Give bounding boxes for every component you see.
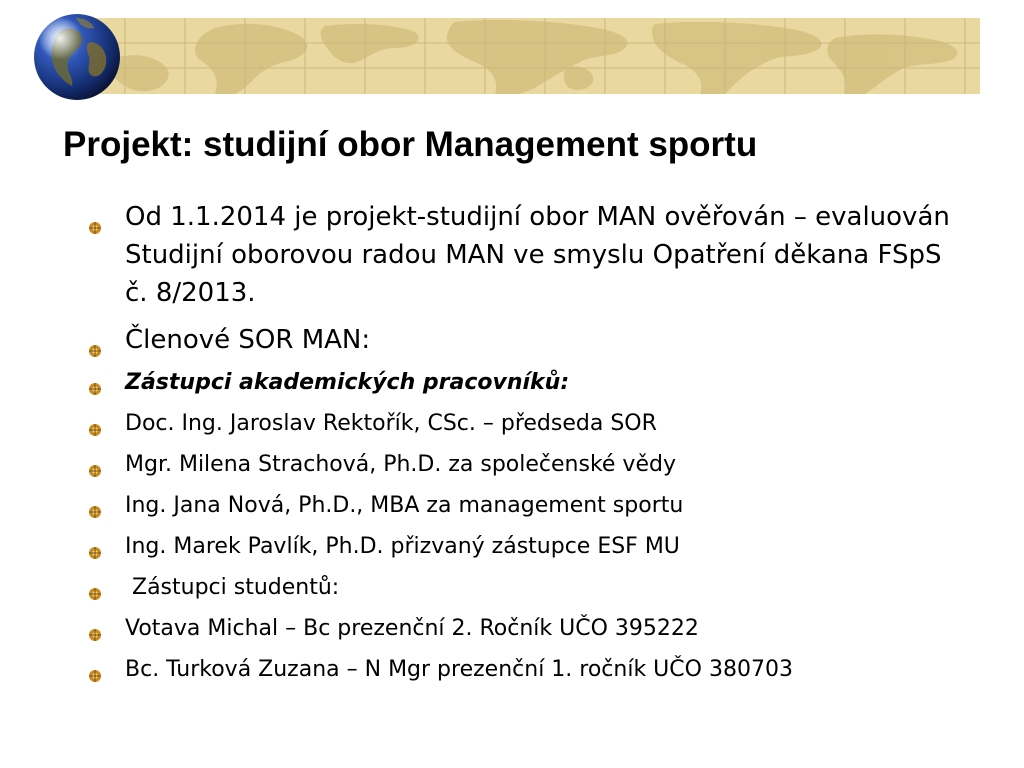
- bullet-item: [88, 450, 958, 480]
- bullet-marker-icon: [88, 539, 102, 553]
- bullet-marker-icon: [88, 662, 102, 676]
- bullet-text: Od 1.1.2014 je projekt-studijní obor MAN ověřován – evaluován Studijní oborovou radou MAN ve smyslu Opatření děkana FSpS č. 8/2013.: [125, 202, 959, 308]
- bullet-item: [88, 198, 958, 312]
- bullet-marker-icon: [88, 457, 102, 471]
- bullet-item: [88, 368, 958, 398]
- bullet-text: Ing. Marek Pavlík, Ph.D. přizvaný zástupce ESF MU: [125, 534, 680, 559]
- bullet-marker-icon: [88, 580, 102, 594]
- bullet-item: [88, 655, 958, 685]
- bullet-list: [88, 198, 958, 696]
- bullet-text: Ing. Jana Nová, Ph.D., MBA za management sportu: [125, 493, 684, 518]
- bullet-text: Doc. Ing. Jaroslav Rektořík, CSc. – předseda SOR: [125, 411, 657, 436]
- bullet-text: Bc. Turková Zuzana – N Mgr prezenční 1. ročník UČO 380703: [125, 657, 793, 682]
- bullet-item: [88, 614, 958, 644]
- bullet-text: Zástupci studentů:: [125, 575, 340, 600]
- bullet-marker-icon: [88, 375, 102, 389]
- bullet-item: [88, 321, 958, 359]
- world-map-graphic: [95, 18, 980, 94]
- globe-icon: [32, 12, 122, 102]
- bullet-marker-icon: [88, 416, 102, 430]
- bullet-text: Zástupci akademických pracovníků:: [125, 370, 570, 395]
- bullet-marker-icon: [88, 498, 102, 512]
- bullet-marker-icon: [88, 331, 102, 345]
- bullet-item: [88, 573, 958, 603]
- bullet-text: Votava Michal – Bc prezenční 2. Ročník UČO 395222: [125, 616, 699, 641]
- bullet-marker-icon: [88, 208, 102, 222]
- bullet-text: Členové SOR MAN:: [125, 325, 371, 355]
- slide-title: Projekt: studijní obor Management sportu: [63, 125, 758, 164]
- bullet-text: Mgr. Milena Strachová, Ph.D. za společenské vědy: [125, 452, 676, 477]
- world-map-banner: [95, 18, 980, 94]
- bullet-marker-icon: [88, 621, 102, 635]
- bullet-item: [88, 532, 958, 562]
- bullet-item: [88, 409, 958, 439]
- bullet-item: [88, 491, 958, 521]
